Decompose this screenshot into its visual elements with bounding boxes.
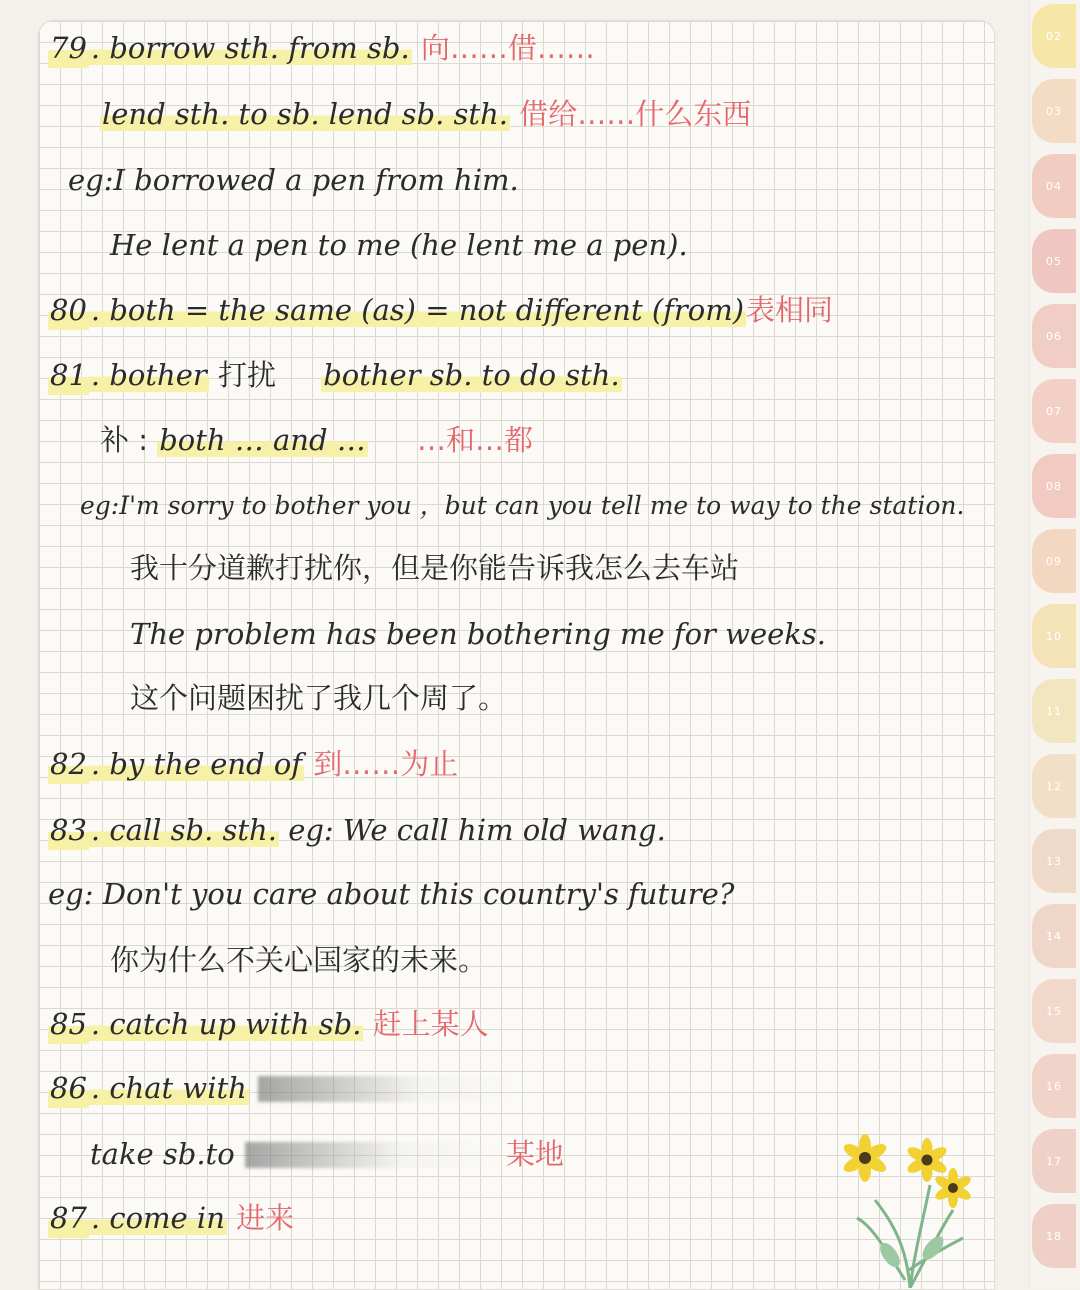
chinese-note: 某地 [505,1137,564,1171]
tab-07[interactable]: 07 [1032,379,1076,443]
entry-81-supplement [100,420,533,460]
tab-11[interactable]: 11 [1032,679,1076,743]
chinese-note: 向……借…… [420,31,595,65]
chinese-note: 赶上某人 [372,1007,489,1041]
entry-number: 81 [48,355,89,395]
entry-number: 79 [48,28,89,68]
entry-86 [48,1068,249,1108]
tab-15[interactable]: 15 [1032,979,1076,1043]
entry-number: 85 [48,1004,89,1044]
tab-14[interactable]: 14 [1032,904,1076,968]
tab-12[interactable]: 12 [1032,754,1076,818]
example-line: He lent a pen to me (he lent me a pen). [110,228,688,262]
entry-82 [48,744,458,784]
tab-16[interactable]: 16 [1032,1054,1076,1118]
example-translation: 我十分道歉打扰你，但是你能告诉我怎么去车站 [130,551,740,585]
redacted-region [245,1142,505,1168]
entry-number: 82 [48,744,89,784]
entry-number: 87 [48,1198,89,1238]
phrase: both … and … [159,423,366,457]
supplement-label: 补 : [100,423,148,457]
tab-05[interactable]: 05 [1032,229,1076,293]
tab-02[interactable]: 02 [1032,4,1076,68]
tab-06[interactable]: 06 [1032,304,1076,368]
entry-79-line2 [100,94,751,134]
phrase: . bother [90,358,207,392]
phrase: . chat with [90,1071,247,1105]
entry-79 [48,28,595,68]
phrase: . by the end of [90,747,303,781]
chinese-note: …和…都 [416,423,533,457]
phrase: . catch up with sb. [90,1007,362,1041]
entry-83 [48,810,666,850]
phrase: take sb.to [90,1137,235,1171]
tab-18[interactable]: 18 [1032,1204,1076,1268]
example-line: eg:I'm sorry to bother you ，but can you tell me to way to the station. [80,491,965,520]
phrase: . come in [90,1201,225,1235]
example-line: The problem has been bothering me for weeks. [130,617,826,651]
entry-number: 80 [48,290,89,330]
chinese-note: 到……为止 [313,747,459,781]
tab-rail [1029,0,1080,1288]
chinese-gloss: 打扰 [217,358,276,392]
tab-10[interactable]: 10 [1032,604,1076,668]
tab-17[interactable]: 17 [1032,1129,1076,1193]
entry-85 [48,1004,489,1044]
flower-sticker [835,1130,985,1288]
example-line: eg:I borrowed a pen from him. [68,163,519,197]
entry-number: 83 [48,810,89,850]
tab-13[interactable]: 13 [1032,829,1076,893]
phrase: . borrow sth. from sb. [90,31,410,65]
phrase-pattern: bother sb. to do sth. [323,358,620,392]
example-line: eg: Don't you care about this country's future? [48,877,735,911]
chinese-note: 表相同 [746,293,834,327]
tab-08[interactable]: 08 [1032,454,1076,518]
example-translation: 你为什么不关心国家的未来。 [110,943,488,977]
phrase: . both = the same (as) = not different (from) [90,293,745,327]
chinese-note: 借给……什么东西 [519,97,752,131]
entry-number: 86 [48,1068,89,1108]
phrase: . call sb. sth. [90,813,277,847]
chinese-note: 进来 [236,1201,295,1235]
tab-04[interactable]: 04 [1032,154,1076,218]
entry-80 [48,290,833,330]
tab-03[interactable]: 03 [1032,79,1076,143]
tab-09[interactable]: 09 [1032,529,1076,593]
phrase: lend sth. to sb. lend sb. sth. [102,97,508,131]
example: eg: We call him old wang. [288,813,666,847]
example-translation: 这个问题困扰了我几个周了。 [130,681,508,715]
entry-81 [48,355,622,395]
redacted-region [258,1076,528,1102]
entry-87 [48,1198,294,1238]
